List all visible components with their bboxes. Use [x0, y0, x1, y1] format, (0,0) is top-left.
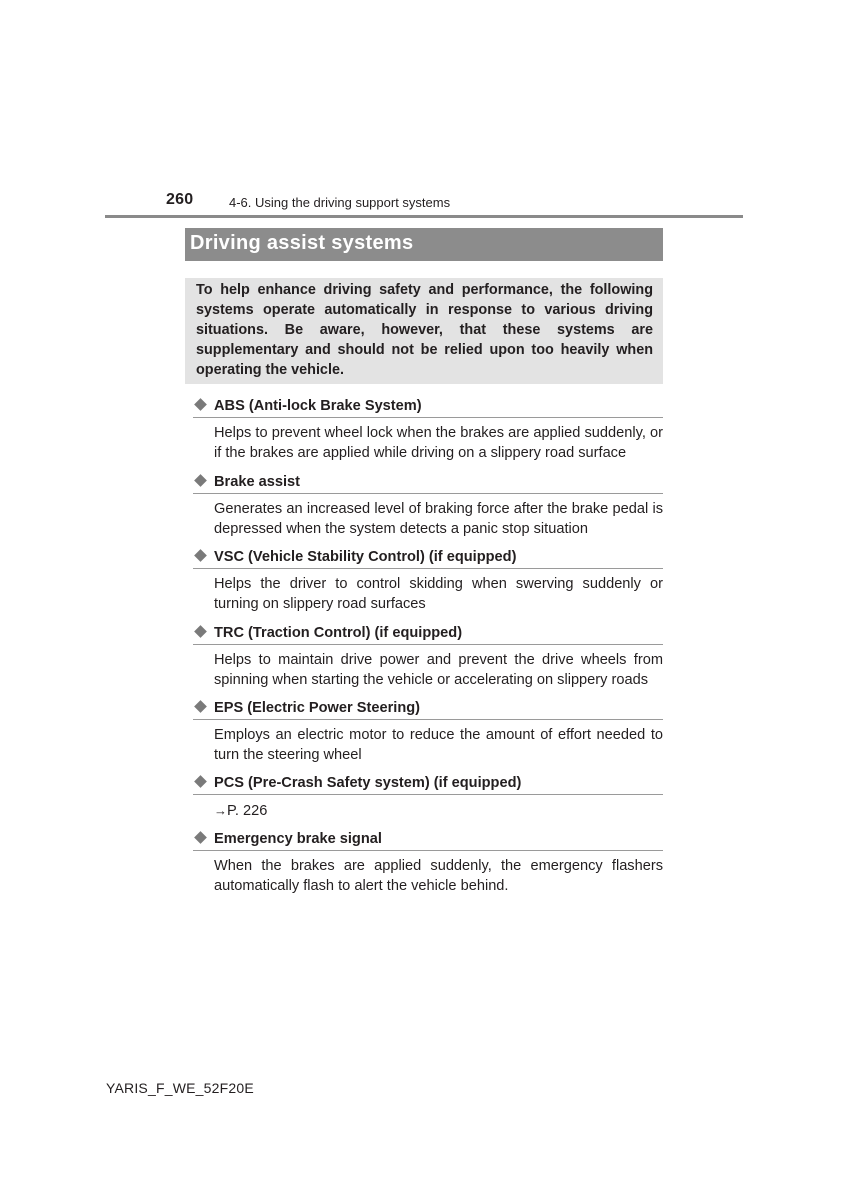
header-divider — [105, 215, 743, 218]
item-title: Emergency brake signal — [214, 831, 382, 847]
item-heading — [193, 397, 663, 418]
list-item — [193, 624, 663, 690]
item-description: Helps to prevent wheel lock when the brakes are applied suddenly, or if the brakes are applied while driving on a slippery road surface — [214, 425, 663, 461]
intro-box: To help enhance driving safety and performance, the following systems operate automatically in response to various driving situations. Be aware, however, that these systems are supplementary and should not be relied upon too heavily when operating the vehicle. — [185, 278, 663, 384]
list-item — [193, 830, 663, 896]
document-code: YARIS_F_WE_52F20E — [106, 1080, 254, 1096]
section-title: Driving assist systems — [185, 228, 663, 261]
diamond-bullet-icon — [194, 549, 207, 562]
item-heading — [193, 830, 663, 851]
item-description: When the brakes are applied suddenly, the emergency flashers automatically flash to alert the vehicle behind. — [214, 858, 663, 894]
list-item — [193, 699, 663, 765]
page-number: 260 — [166, 191, 194, 208]
item-title: ABS (Anti-lock Brake System) — [214, 398, 422, 414]
page-reference[interactable] — [214, 801, 663, 822]
diamond-bullet-icon — [194, 398, 207, 411]
page-reference-text: P. 226 — [227, 803, 268, 819]
list-item — [193, 774, 663, 822]
item-heading — [193, 774, 663, 795]
diamond-bullet-icon — [194, 625, 207, 638]
item-title: EPS (Electric Power Steering) — [214, 700, 421, 716]
item-title: TRC (Traction Control) (if equipped) — [214, 625, 463, 641]
item-heading — [193, 473, 663, 494]
list-item — [193, 548, 663, 614]
section-reference: 4-6. Using the driving support systems — [229, 195, 451, 210]
diamond-bullet-icon — [194, 474, 207, 487]
item-heading — [193, 699, 663, 720]
diamond-bullet-icon — [194, 831, 207, 844]
item-description: Generates an increased level of braking force after the brake pedal is depressed when the system detects a panic stop situation — [214, 501, 663, 537]
diamond-bullet-icon — [194, 775, 207, 788]
item-title: VSC (Vehicle Stability Control) (if equipped) — [214, 549, 517, 565]
list-item — [193, 473, 663, 539]
item-description: Employs an electric motor to reduce the amount of effort needed to turn the steering wheel — [214, 727, 663, 763]
item-title: PCS (Pre-Crash Safety system) (if equipped) — [214, 775, 522, 791]
item-title: Brake assist — [214, 474, 301, 490]
item-description: Helps to maintain drive power and prevent the drive wheels from spinning when starting the vehicle or accelerating on slippery roads — [214, 652, 663, 688]
item-heading — [193, 548, 663, 569]
list-item — [193, 397, 663, 463]
item-description: Helps the driver to control skidding when swerving suddenly or turning on slippery road surfaces — [214, 576, 663, 612]
item-heading — [193, 624, 663, 645]
diamond-bullet-icon — [194, 700, 207, 713]
arrow-right-icon: → — [214, 803, 227, 818]
